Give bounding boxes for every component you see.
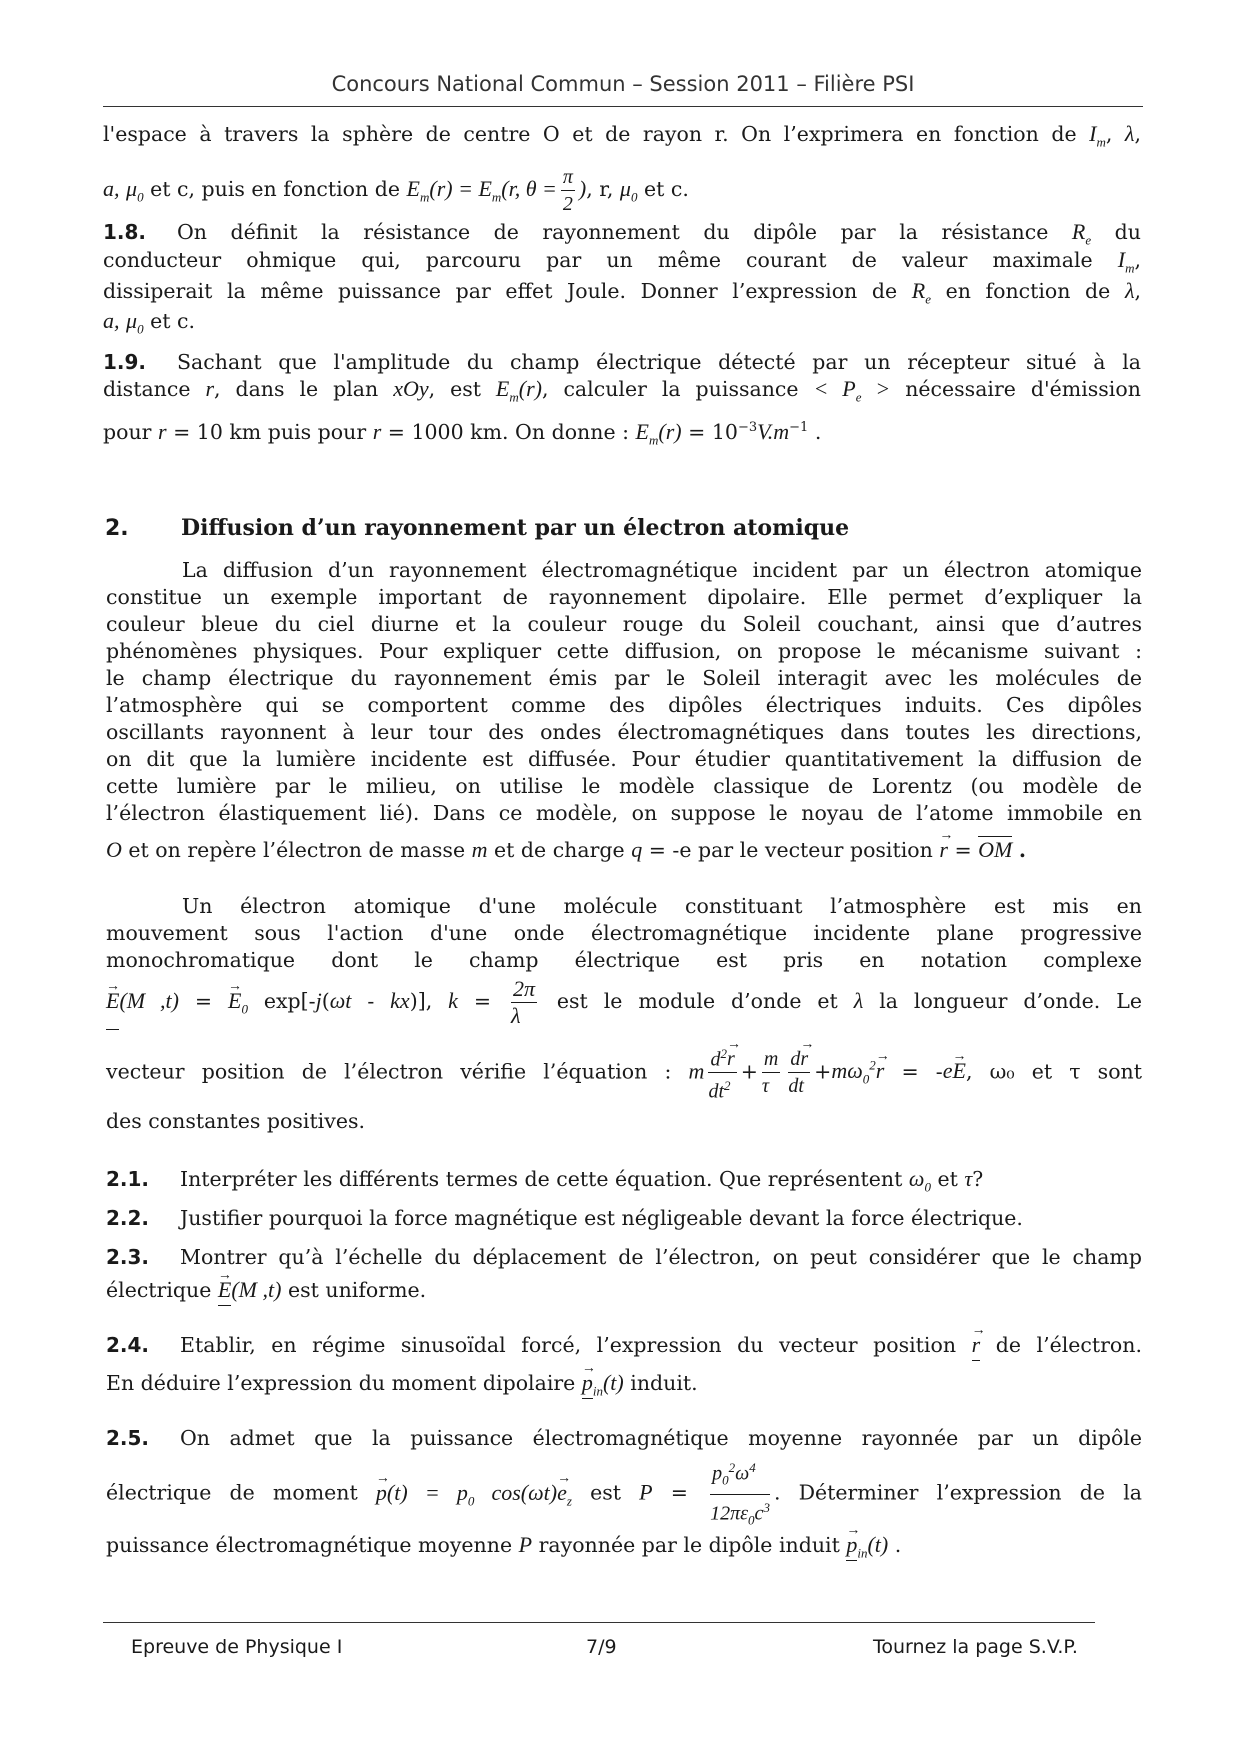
question-2-3-line1: 2.3. Montrer qu’à l’échelle du déplacement de l’électron, on peut considérer que le champ [106, 1245, 1142, 1269]
section-2-paragraph-1: La diffusion d’un rayonnement électromagnétique incident par un électron atomique constitue un exemple important de rayonnement dipolaire. Elle permet d’expliquer la couleur bleue du ciel diurne et la couleur rouge du Soleil couchant, ainsi que d’autres phénomènes physiques. Pour expliquer cette diffusion, on propose le mécanisme suivant : le champ électrique du rayonnement émis par le Soleil interagit avec les molécules de l’atmosphère qui se comportent comme des dipôles électriques induits. Ces dipôles oscillants rayonnent à leur tour des ondes électromagnétiques dans toutes les directions, on dit que la lumière incidente est diffusée. Pour étudier quantitativement la diffusion de cette lumière par le milieu, on utilise le modèle classique de Lorentz (ou modèle de l’électron élastiquement lié). Dans ce modèle, on suppose le noyau de l’atome immobile en [106, 558, 1142, 825]
question-2-4-line1: 2.4. Etablir, en régime sinusoïdal forcé, l’expression du vecteur position → r de l’électron. [106, 1330, 1142, 1361]
section-2-paragraph-1-last-line: O et on repère l’électron de masse m et de charge q = -e par le vecteur position → r = OM . [106, 835, 1144, 865]
footer-right: Tournez la page S.V.P. [873, 1636, 1078, 1658]
page-number: 7/9 [586, 1636, 617, 1658]
header-rule [103, 106, 1143, 107]
question-2-4-line2: En déduire l’expression du moment dipolaire → $p_{in}(t)$ induit. [106, 1368, 1144, 1406]
question-1-8-line3: dissiperait la même puissance par effet Joule. Donner l’expression de $R_e$ en fonction de λ, [103, 278, 1141, 307]
question-1-8-line4: a, $\mu_0$ et c. [103, 308, 195, 337]
question-2-5-line1: 2.5. On admet que la puissance électromagnétique moyenne rayonnée par un dipôle [106, 1426, 1142, 1450]
question-1-9-line2: distance r, dans le plan xOy, est $E_m(r)$, calculer la puissance < $P_e$ > nécessaire d'émission [103, 376, 1141, 405]
constants-sentence: des constantes positives. [106, 1109, 365, 1133]
section-2-heading: 2. Diffusion d’un rayonnement par un électron atomique [105, 515, 850, 541]
footer-rule [103, 1622, 1095, 1623]
section-2-paragraph-2: Un électron atomique d'une molécule constituant l’atmosphère est mis en mouvement sous l'action d'une onde électromagnétique incidente plane progressive monochromatique dont le champ électrique est pris en notation complexe [106, 894, 1142, 972]
footer-left: Epreuve de Physique I [131, 1636, 343, 1658]
question-2-1: 2.1. Interpréter les différents termes de cette équation. Que représentent $\omega_0$ et τ? [106, 1166, 984, 1195]
paragraph-continuation-line2: a, $\mu_0$ et c, puis en fonction de $E_m(r) = E_m(r$, θ = $\frac{\pi}{2}$ ), r, $\mu_0$ et c. [103, 166, 689, 215]
question-1-9-line3: pour r = 10 km puis pour r = 1000 km. On donne : $E_m(r) = 10^{-3}V.m^{-1}$ . [103, 418, 822, 448]
question-2-5-line3: puissance électromagnétique moyenne P rayonnée par le dipôle induit → $p_{in}(t)$ . [106, 1530, 1144, 1568]
question-1-8-line1: 1.8. On définit la résistance de rayonnement du dipôle par la résistance $R_e$ du [103, 219, 1141, 248]
question-1-8-line2: conducteur ohmique qui, parcouru par un même courant de valeur maximale $I_m$, [103, 247, 1141, 276]
question-1-9-line1: 1.9. Sachant que l'amplitude du champ électrique détecté par un récepteur situé à la [103, 350, 1141, 374]
incident-field-equation-line: → E(M ,t) = → $E_0$ exp[-j(ωt - kx)], k = $\frac{2\pi}{\lambda}$ est le module d’onde et λ la longueur d’onde. Le [106, 973, 1142, 1037]
equation-of-motion-line: vecteur position de l’électron vérifie l’équation : m $\frac{d^2\to r}{dt^2}$ + $\frac{m}{\tau}$ $\frac{d\to r}{dt}$ $+m\omega_0^2\to r = -e\to E$, ω₀ et τ sont [106, 1036, 1142, 1110]
question-2-3-line2: électrique → E(M ,t) est uniforme. [106, 1275, 1144, 1306]
question-2-5-line2: électrique de moment → $p(t) = p_0$ $\cos(\omega t)\to e_z$ est P = $\frac{p_0^2\omega^4}{12\pi\varepsilon_0c^3}$ . Déterminer l’expression de la [106, 1455, 1142, 1533]
page-header: Concours National Commun – Session 2011 – Filière PSI [331, 72, 915, 96]
question-2-2: 2.2. Justifier pourquoi la force magnétique est négligeable devant la force électrique. [106, 1206, 1023, 1230]
paragraph-continuation-line1: l'espace à travers la sphère de centre O et de rayon r. On l’exprimera en fonction de $I_m$, λ, [103, 121, 1141, 150]
